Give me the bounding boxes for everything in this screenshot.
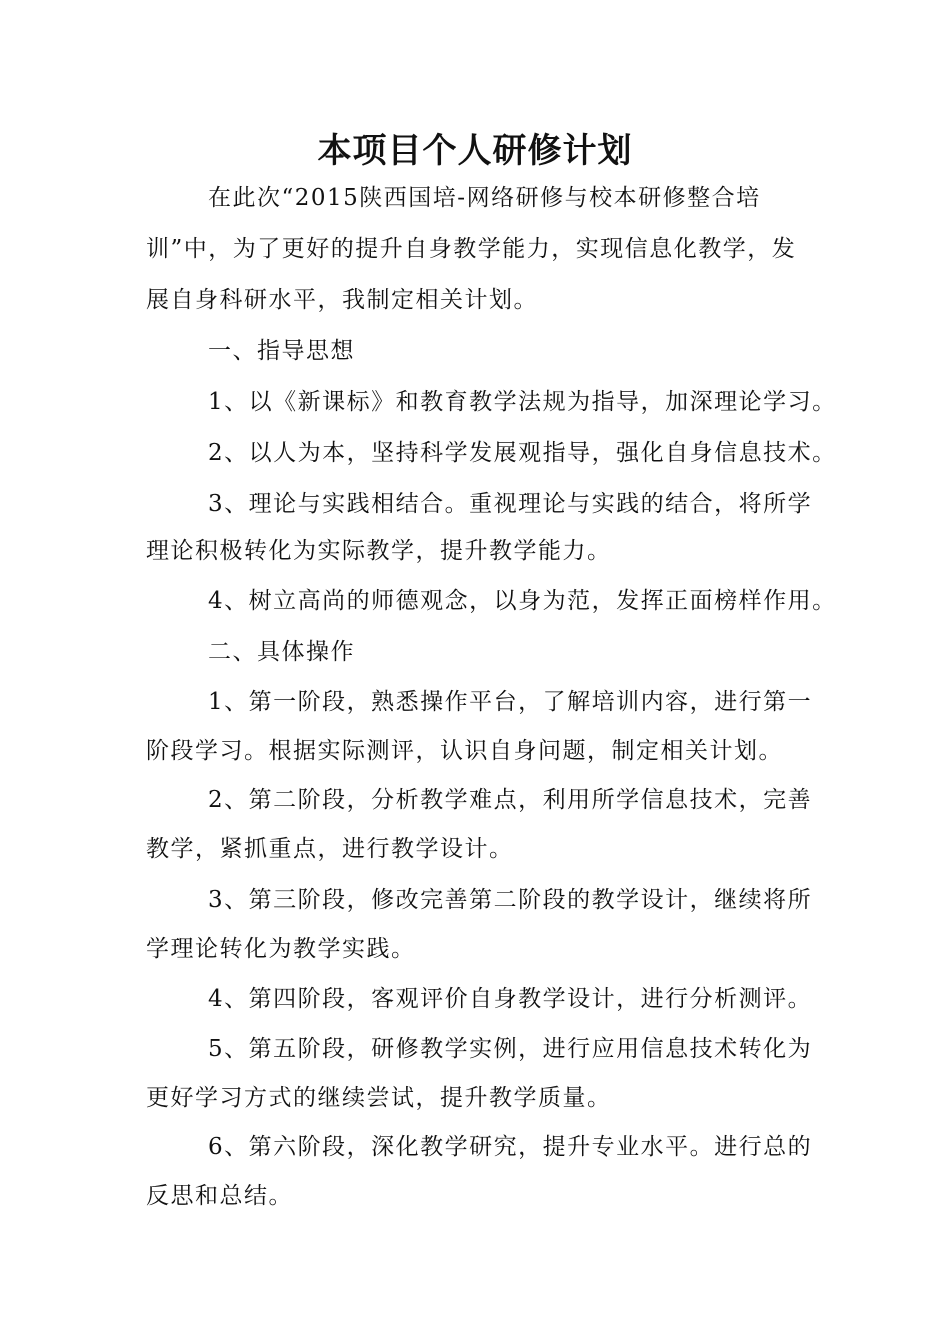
paragraph-line: 教学，紧抓重点，进行教学设计。 [146, 836, 514, 862]
paragraph-line: 更好学习方式的继续尝试，提升教学质量。 [146, 1085, 612, 1111]
paragraph-line: 4、树立高尚的师德观念，以身为范，发挥正面榜样作用。 [208, 588, 837, 614]
paragraph-line: 理论积极转化为实际教学，提升教学能力。 [146, 538, 612, 564]
paragraph-line: 反思和总结。 [146, 1183, 293, 1209]
paragraph-line: 5、第五阶段，研修教学实例，进行应用信息技术转化为 [208, 1036, 813, 1062]
paragraph-line: 阶段学习。根据实际测评，认识自身问题，制定相关计划。 [146, 738, 783, 764]
paragraph-line: 训”中，为了更好的提升自身教学能力，实现信息化教学，发 [146, 236, 797, 262]
section-heading: 二、具体操作 [208, 639, 355, 665]
paragraph-line: 3、理论与实践相结合。重视理论与实践的结合，将所学 [208, 491, 813, 517]
paragraph-line: 2、以人为本，坚持科学发展观指导，强化自身信息技术。 [208, 440, 837, 466]
paragraph-line: 展自身科研水平，我制定相关计划。 [146, 287, 538, 313]
paragraph-line: 3、第三阶段，修改完善第二阶段的教学设计，继续将所 [208, 887, 813, 913]
section-heading: 一、指导思想 [208, 338, 355, 364]
paragraph-line: 学理论转化为教学实践。 [146, 936, 416, 962]
paragraph-line: 2、第二阶段，分析教学难点，利用所学信息技术，完善 [208, 787, 813, 813]
paragraph-line: 1、第一阶段，熟悉操作平台，了解培训内容，进行第一 [208, 689, 813, 715]
paragraph-line: 1、以《新课标》和教育教学法规为指导，加深理论学习。 [208, 389, 837, 415]
paragraph-line: 4、第四阶段，客观评价自身教学设计，进行分析测评。 [208, 986, 813, 1012]
document-title: 本项目个人研修计划 [317, 131, 633, 171]
paragraph-line: 6、第六阶段，深化教学研究，提升专业水平。进行总的 [208, 1134, 813, 1160]
paragraph-line: 在此次“2015陕西国培-网络研修与校本研修整合培 [208, 185, 761, 211]
